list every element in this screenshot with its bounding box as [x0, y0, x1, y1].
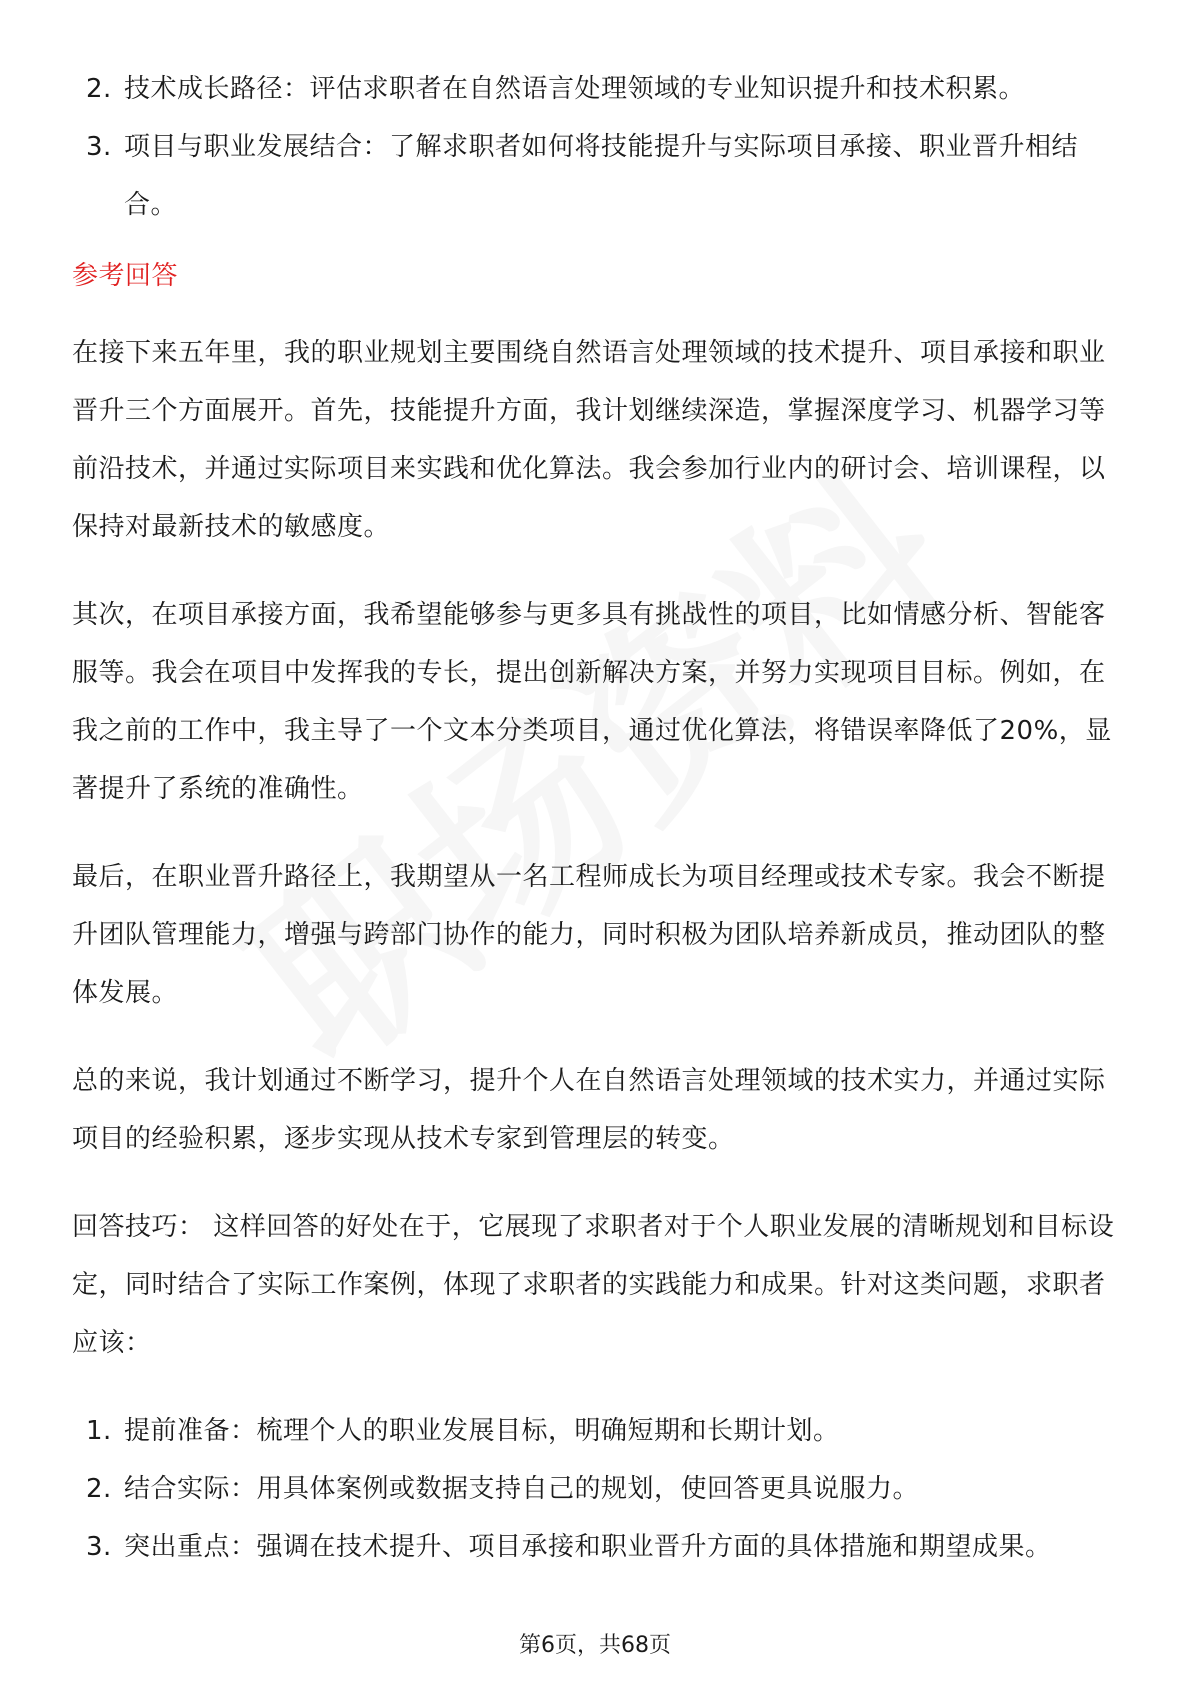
list-text: 突出重点：强调在技术提升、项目承接和职业晋升方面的具体措施和期望成果。 [124, 1532, 1052, 1562]
answer-tips-paragraph: 回答技巧： 这样回答的好处在于，它展现了求职者对于个人职业发展的清晰规划和目标设定，同时结合了实际工作案例，体现了求职者的实践能力和成果。针对这类问题，求职者应该： [72, 1212, 1115, 1358]
list-number: 3. [86, 1532, 112, 1562]
list-item [72, 60, 1122, 118]
page-footer: 第6页，共68页 [519, 1633, 671, 1658]
list-text: 提前准备：梳理个人的职业发展目标，明确短期和长期计划。 [124, 1416, 840, 1446]
list-item [72, 118, 1122, 234]
tips-list [72, 1402, 1122, 1576]
list-text: 结合实际：用具体案例或数据支持自己的规划，使回答更具说服力。 [124, 1474, 920, 1504]
list-number: 1. [86, 1416, 112, 1446]
paragraph: 总的来说，我计划通过不断学习，提升个人在自然语言处理领域的技术实力，并通过实际项目的经验积累，逐步实现从技术专家到管理层的转变。 [72, 1066, 1106, 1154]
list-number: 2. [86, 1474, 112, 1504]
paragraph: 其次，在项目承接方面，我希望能够参与更多具有挑战性的项目，比如情感分析、智能客服等。我会在项目中发挥我的专长，提出创新解决方案，并努力实现项目目标。例如，在我之前的工作中，我主导了一个文本分类项目，通过优化算法，将错误率降低了20%，显著提升了系统的准确性。 [72, 600, 1112, 804]
section-title: 参考回答 [72, 261, 179, 291]
list-item [72, 1402, 1122, 1460]
list-number: 2. [86, 74, 112, 104]
list-item [72, 1460, 1122, 1518]
list-text: 技术成长路径：评估求职者在自然语言处理领域的专业知识提升和技术积累。 [124, 74, 1026, 104]
paragraph: 最后，在职业晋升路径上，我期望从一名工程师成长为项目经理或技术专家。我会不断提升团队管理能力，增强与跨部门协作的能力，同时积极为团队培养新成员，推动团队的整体发展。 [72, 862, 1106, 1008]
paragraph: 在接下来五年里，我的职业规划主要围绕自然语言处理领域的技术提升、项目承接和职业晋升三个方面展开。首先，技能提升方面，我计划继续深造，掌握深度学习、机器学习等前沿技术，并通过实际项目来实践和优化算法。我会参加行业内的研讨会、培训课程，以保持对最新技术的敏感度。 [72, 338, 1106, 542]
list-text: 项目与职业发展结合：了解求职者如何将技能提升与实际项目承接、职业晋升相结合。 [124, 132, 1079, 220]
list-number: 3. [86, 132, 112, 162]
document-content [72, 60, 1122, 1576]
intro-list [72, 60, 1122, 234]
list-item [72, 1518, 1122, 1576]
